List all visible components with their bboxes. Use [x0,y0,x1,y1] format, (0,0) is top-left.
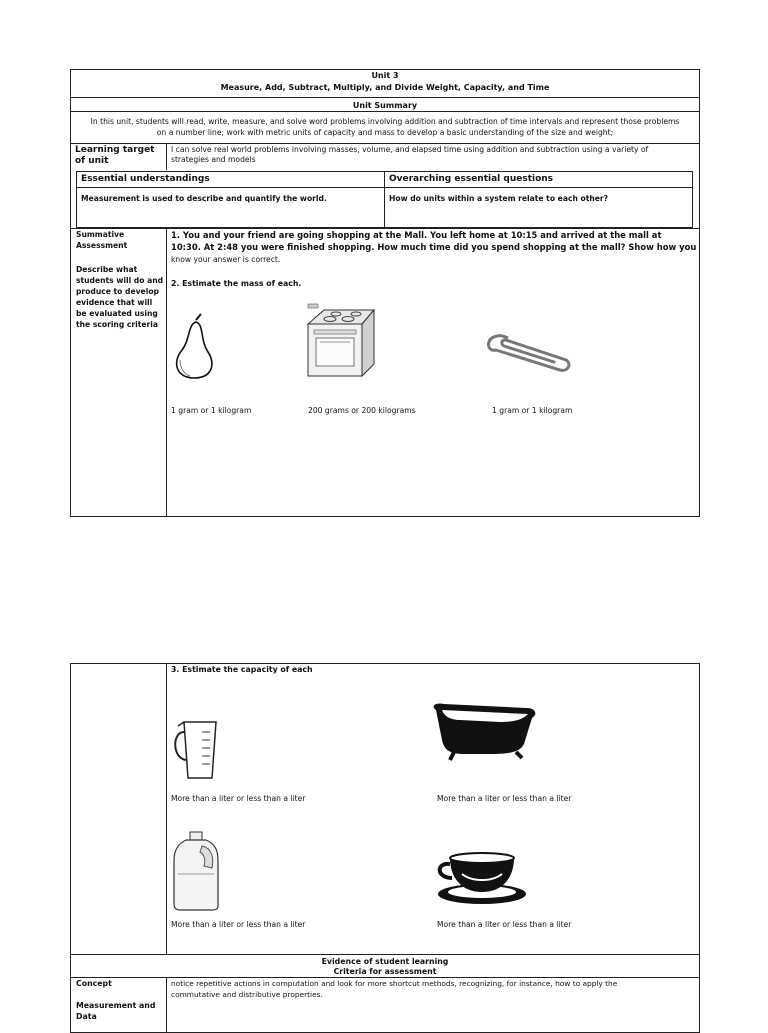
question-1-line1: 1. You and your friend are going shopping at the Mall. You left home at 10:15 and arrived at the mall at [171,230,662,240]
summary-heading: Unit Summary [352,101,418,110]
measuring-cup-icon [172,718,222,782]
capacity-choice-cup: More than a liter or less than a liter [171,794,306,803]
paperclip-icon [484,322,574,376]
summative-description: Describe what students will do and produce to develop evidence that will be evaluated using the scoring criteria [76,265,164,329]
question-1-line2: 10:30. At 2:48 you were finished shopping. How much time did you spend shopping at the mall? Show how you [171,242,697,252]
essential-questions-label: Overarching essential questions [389,174,554,184]
evidence-title: Evidence of student learning [321,957,449,966]
divider [70,143,700,144]
summary-text-line2: on a number line; work with metric units of capacity and mass to develop a basic understanding of the size and weight; [156,128,614,137]
essential-understandings-label: Essential understandings [81,174,210,184]
concept-label: Concept [76,979,112,988]
divider [166,977,167,1033]
learning-target-label: Learning target of unit [75,145,155,166]
question-1-line3: know your answer is correct. [171,255,281,264]
criteria-line1: notice repetitive actions in computation and look for more shortcut methods, recognizing, for instance, how to apply the [171,979,618,988]
stove-icon [304,302,376,378]
divider [70,97,700,98]
divider [70,228,700,229]
capacity-choice-teacup: More than a liter or less than a liter [437,920,572,929]
mass-choice-pear: 1 gram or 1 kilogram [171,406,252,415]
summative-label: Summative Assessment [76,230,128,250]
divider [166,663,167,954]
evidence-subtitle: Criteria for assessment [333,967,437,976]
unit-number: Unit 3 [371,71,399,80]
criteria-line2: commutative and distributive properties. [171,990,323,999]
milk-jug-icon [172,830,222,912]
divider [76,187,693,188]
mass-choice-paperclip: 1 gram or 1 kilogram [492,406,573,415]
divider [70,111,700,112]
question-2-title: 2. Estimate the mass of each. [171,279,302,288]
pear-icon [168,312,220,382]
learning-target-text: I can solve real world problems involving masses, volume, and elapsed time using addition and subtraction using a variety of strategies and models [171,145,649,164]
question-3-title: 3. Estimate the capacity of each [171,665,313,674]
divider [166,228,167,517]
mass-choice-stove: 200 grams or 200 kilograms [308,406,416,415]
summary-text-line1: In this unit, students will read, write, measure, and solve word problems involving addition and subtraction of time intervals and represent those problems [90,117,680,126]
teacup-icon [432,848,528,906]
essential-understanding-text: Measurement is used to describe and quantify the world. [81,194,327,203]
unit-title: Measure, Add, Subtract, Multiply, and Divide Weight, Capacity, and Time [220,83,550,92]
bathtub-icon [430,700,540,760]
capacity-choice-bathtub: More than a liter or less than a liter [437,794,572,803]
divider [384,171,385,228]
divider [166,143,167,170]
capacity-choice-jug: More than a liter or less than a liter [171,920,306,929]
divider [70,954,700,955]
measurement-data-label: Measurement and Data [76,1001,156,1021]
essential-question-text: How do units within a system relate to each other? [389,194,609,203]
